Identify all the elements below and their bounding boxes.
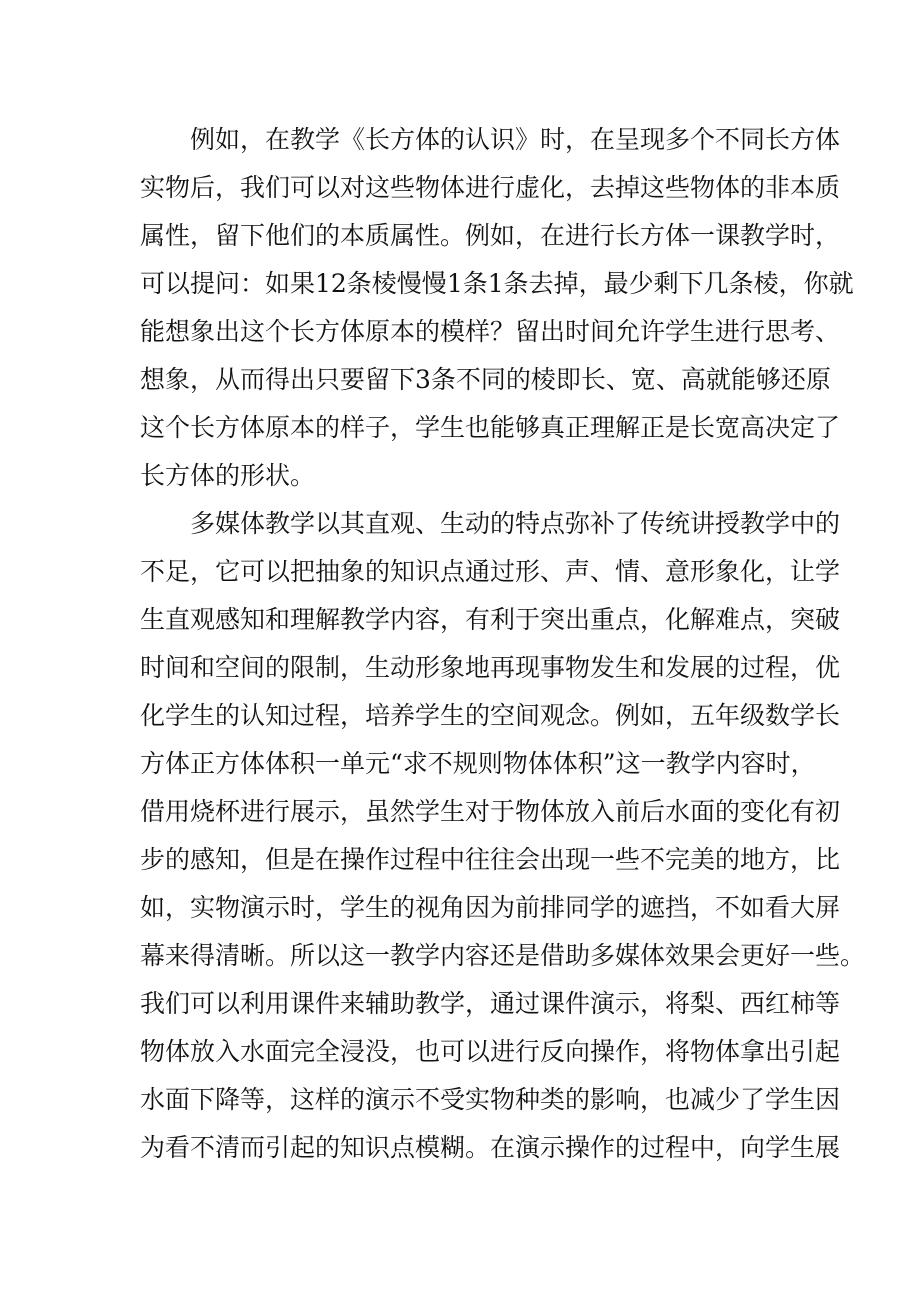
text-line: 化学生的认知过程，培养学生的空间观念。例如，五年级数学长 xyxy=(140,701,841,730)
text-line: 这个长方体原本的样子，学生也能够真正理解正是长宽高决定了 xyxy=(140,413,841,442)
text-line: 长方体的形状。 xyxy=(140,461,316,490)
text-line: 属性，留下他们的本质属性。例如，在进行长方体一课教学时， xyxy=(140,221,841,250)
text-line: 如，实物演示时，学生的视角因为前排同学的遮挡，不如看大屏 xyxy=(140,893,841,922)
text-line: 借用烧杯进行展示，虽然学生对于物体放入前后水面的变化有初 xyxy=(140,797,841,826)
text-line: 方体正方体体积一单元“求不规则物体体积”这一教学内容时， xyxy=(140,749,816,778)
text-line: 为看不清而引起的知识点模糊。在演示操作的过程中，向学生展 xyxy=(140,1133,841,1162)
text-line: 可以提问：如果12条棱慢慢1条1条去掉，最少剩下几条棱，你就 xyxy=(140,269,854,298)
text-line: 多媒体教学以其直观、生动的特点弥补了传统讲授教学中的 xyxy=(190,509,841,538)
text-line: 例如，在教学《长方体的认识》时，在呈现多个不同长方体 xyxy=(190,125,841,154)
text-line: 水面下降等，这样的演示不受实物种类的影响，也减少了学生因 xyxy=(140,1085,841,1114)
text-line: 物体放入水面完全浸没，也可以进行反向操作，将物体拿出引起 xyxy=(140,1037,841,1066)
text-line: 我们可以利用课件来辅助教学，通过课件演示，将梨、西红柿等 xyxy=(140,989,841,1018)
text-line: 幕来得清晰。所以这一教学内容还是借助多媒体效果会更好一些。 xyxy=(140,941,866,970)
text-line: 时间和空间的限制，生动形象地再现事物发生和发展的过程，优 xyxy=(140,653,841,682)
text-line: 不足，它可以把抽象的知识点通过形、声、情、意形象化，让学 xyxy=(140,557,841,586)
text-line: 实物后，我们可以对这些物体进行虚化，去掉这些物体的非本质 xyxy=(140,173,841,202)
text-line: 想象，从而得出只要留下3条不同的棱即长、宽、高就能够还原 xyxy=(140,365,831,394)
text-line: 生直观感知和理解教学内容，有利于突出重点，化解难点，突破 xyxy=(140,605,841,634)
text-line: 能想象出这个长方体原本的模样？留出时间允许学生进行思考、 xyxy=(140,317,841,346)
text-line: 步的感知，但是在操作过程中往往会出现一些不完美的地方，比 xyxy=(140,845,841,874)
